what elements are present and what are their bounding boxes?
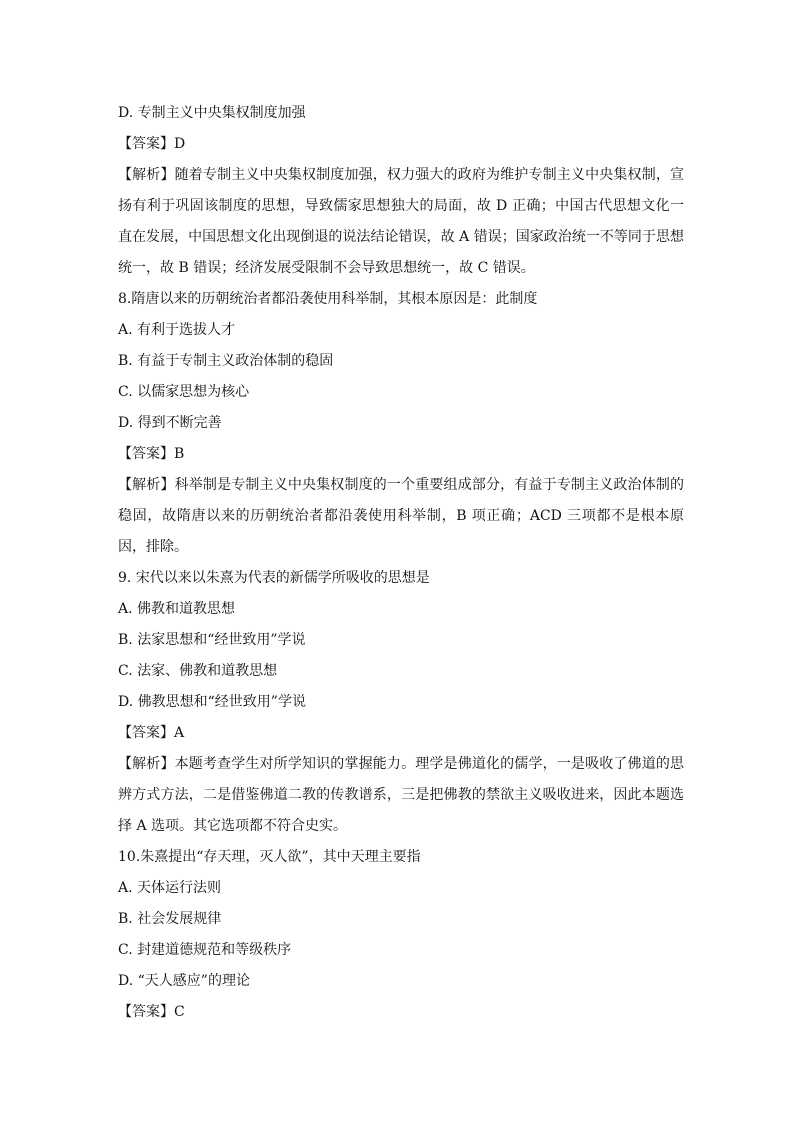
option-line: B. 法家思想和“经世致用”学说 [118,632,306,648]
analysis-paragraph: 【解析】随着专制主义中央集权制度加强，权力强大的政府为维护专制主义中央集权制，宣扬有利于巩固该制度的思想，导致儒家思想独大的局面，故 D 正确；中国古代思想文化一直在发展，中国思想文化出现倒退的说法结论错误，故 A 错误；国家政治统一不等同于思想统一，故 B 错误；经济发展受限制不会导致思想统一，故 C 错误。 [118,167,684,276]
question-line: 8.隋唐以来的历朝统治者都沿袭使用科举制，其根本原因是：此制度 [118,291,538,307]
option-line: D. 得到不断完善 [118,415,222,431]
answer-line: 【答案】B [118,446,185,462]
option-line: C. 以儒家思想为核心 [118,384,250,400]
analysis-paragraph: 【解析】科举制是专制主义中央集权制度的一个重要组成部分，有益于专制主义政治体制的稳固，故隋唐以来的历朝统治者都沿袭使用科举制，B 项正确；ACD 三项都不是根本原因，排除。 [118,477,684,555]
answer-line: 【答案】D [118,136,186,152]
analysis-paragraph: 【解析】本题考查学生对所学知识的掌握能力。理学是佛道化的儒学，一是吸收了佛道的思辨方式方法，二是借鉴佛道二教的传教谱系，三是把佛教的禁欲主义吸收进来，因此本题选择 A 选项。其它选项都不符合史实。 [118,756,684,834]
option-line: A. 有利于选拔人才 [118,322,236,338]
option-line: D. 佛教思想和“经世致用”学说 [118,694,306,710]
option-line: D. 专制主义中央集权制度加强 [118,105,306,121]
option-line: D. “天人感应”的理论 [118,973,250,989]
answer-line: 【答案】A [118,725,185,741]
option-line: A. 佛教和道教思想 [118,601,236,617]
option-line: B. 有益于专制主义政治体制的稳固 [118,353,334,369]
option-line: C. 封建道德规范和等级秩序 [118,942,292,958]
option-line: A. 天体运行法则 [118,880,222,896]
question-line: 9. 宋代以来以朱熹为代表的新儒学所吸收的思想是 [118,570,430,586]
option-line: C. 法家、佛教和道教思想 [118,663,278,679]
answer-line: 【答案】C [118,1004,185,1020]
option-line: B. 社会发展规律 [118,911,222,927]
question-line: 10.朱熹提出“存天理，灭人欲”，其中天理主要指 [118,849,421,865]
document-content [118,98,684,1028]
